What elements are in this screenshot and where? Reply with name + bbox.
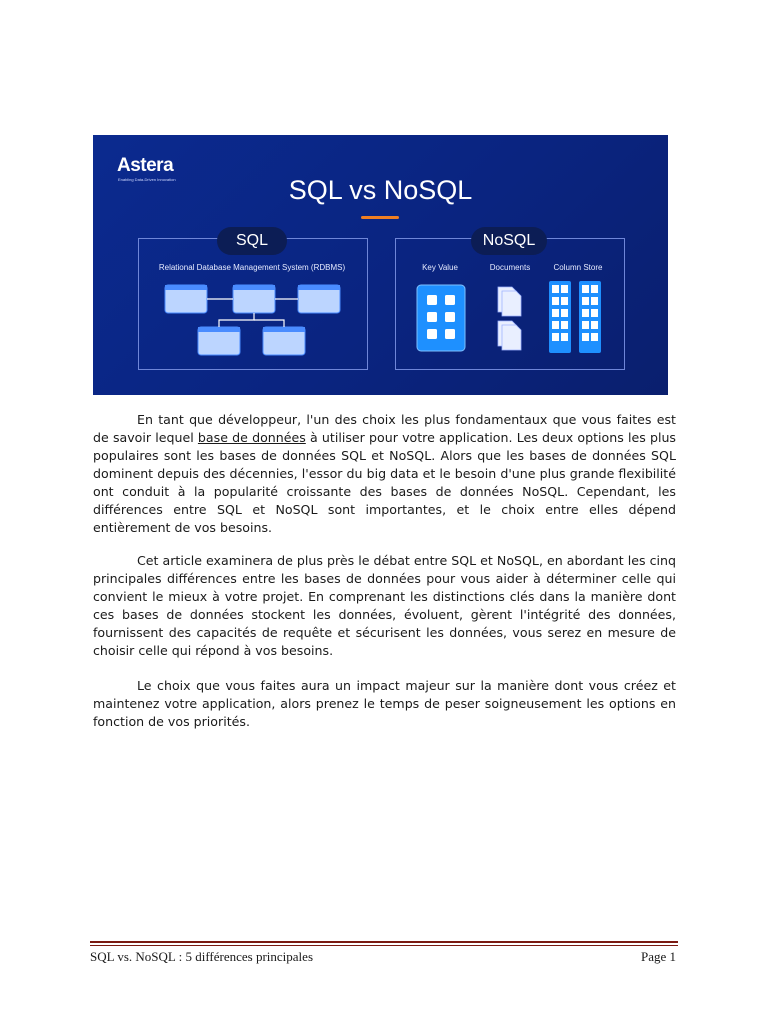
title-underline: [361, 216, 399, 219]
paragraph-1-start: En tant que développeur, l'un des choix les plus fondamentaux que vous faites est de savoir lequel: [93, 412, 676, 445]
paragraph-3-text: Le choix que vous faites aura un impact majeur sur la manière dont vous créez et maintenez votre application, alors prenez le temps de peser soigneusement les options en fonction de vos priorités.: [93, 678, 676, 729]
rdbms-subtitle: Relational Database Management System (RDBMS): [158, 263, 346, 272]
logo-tagline: Enabling Data-Driven Innovation: [118, 177, 176, 182]
paragraph-2-text: Cet article examinera de plus près le débat entre SQL et NoSQL, en abordant les cinq principales différences entre les bases de données pour vous aider à déterminer celle qui convient le mieux à votre projet. En comprenant les distinctions clés dans la manière dont ces bases de données stockent les données, évoluent, gèrent l'intégrité des données, fournissent des capacités de requête et sécurisent les données, vous serez en mesure de choisir celle qui répond à vos besoins.: [93, 553, 676, 658]
key-value-label: Key Value: [422, 263, 458, 272]
paragraph-1-end: à utiliser pour votre application. Les deux options les plus populaires sont les bases de données SQL et NoSQL. Alors que les bases de données SQL dominent depuis des décennies, l'essor du big data et le besoin d'une plus grande flexibilité ont conduit à la popularité croissante des bases de données NoSQL. Cependant, les différences entre SQL et NoSQL sont importantes, et le choix entre elles dépend entièrement de vos besoins.: [93, 430, 676, 535]
footer-rule-thin: [90, 945, 678, 946]
banner-title: SQL vs NoSQL: [288, 175, 473, 205]
footer-document-title: SQL vs. NoSQL : 5 différences principales: [90, 949, 313, 964]
column-store-label: Column Store: [553, 263, 603, 272]
footer-rule-thick: [90, 941, 678, 943]
database-link[interactable]: base de données: [197, 430, 306, 445]
article-banner-image: [93, 135, 668, 395]
sql-panel-label: SQL: [217, 227, 287, 255]
astera-logo: Astera: [117, 155, 174, 176]
documents-label: Documents: [489, 263, 531, 272]
nosql-panel-label: NoSQL: [471, 227, 547, 255]
paragraph-2: [93, 552, 676, 660]
relational-tables-diagram: [138, 275, 366, 365]
paragraph-1: [93, 411, 676, 537]
paragraph-3: [93, 677, 676, 731]
nosql-models-diagram: [395, 275, 623, 365]
footer-page-number: Page 1: [640, 949, 676, 964]
